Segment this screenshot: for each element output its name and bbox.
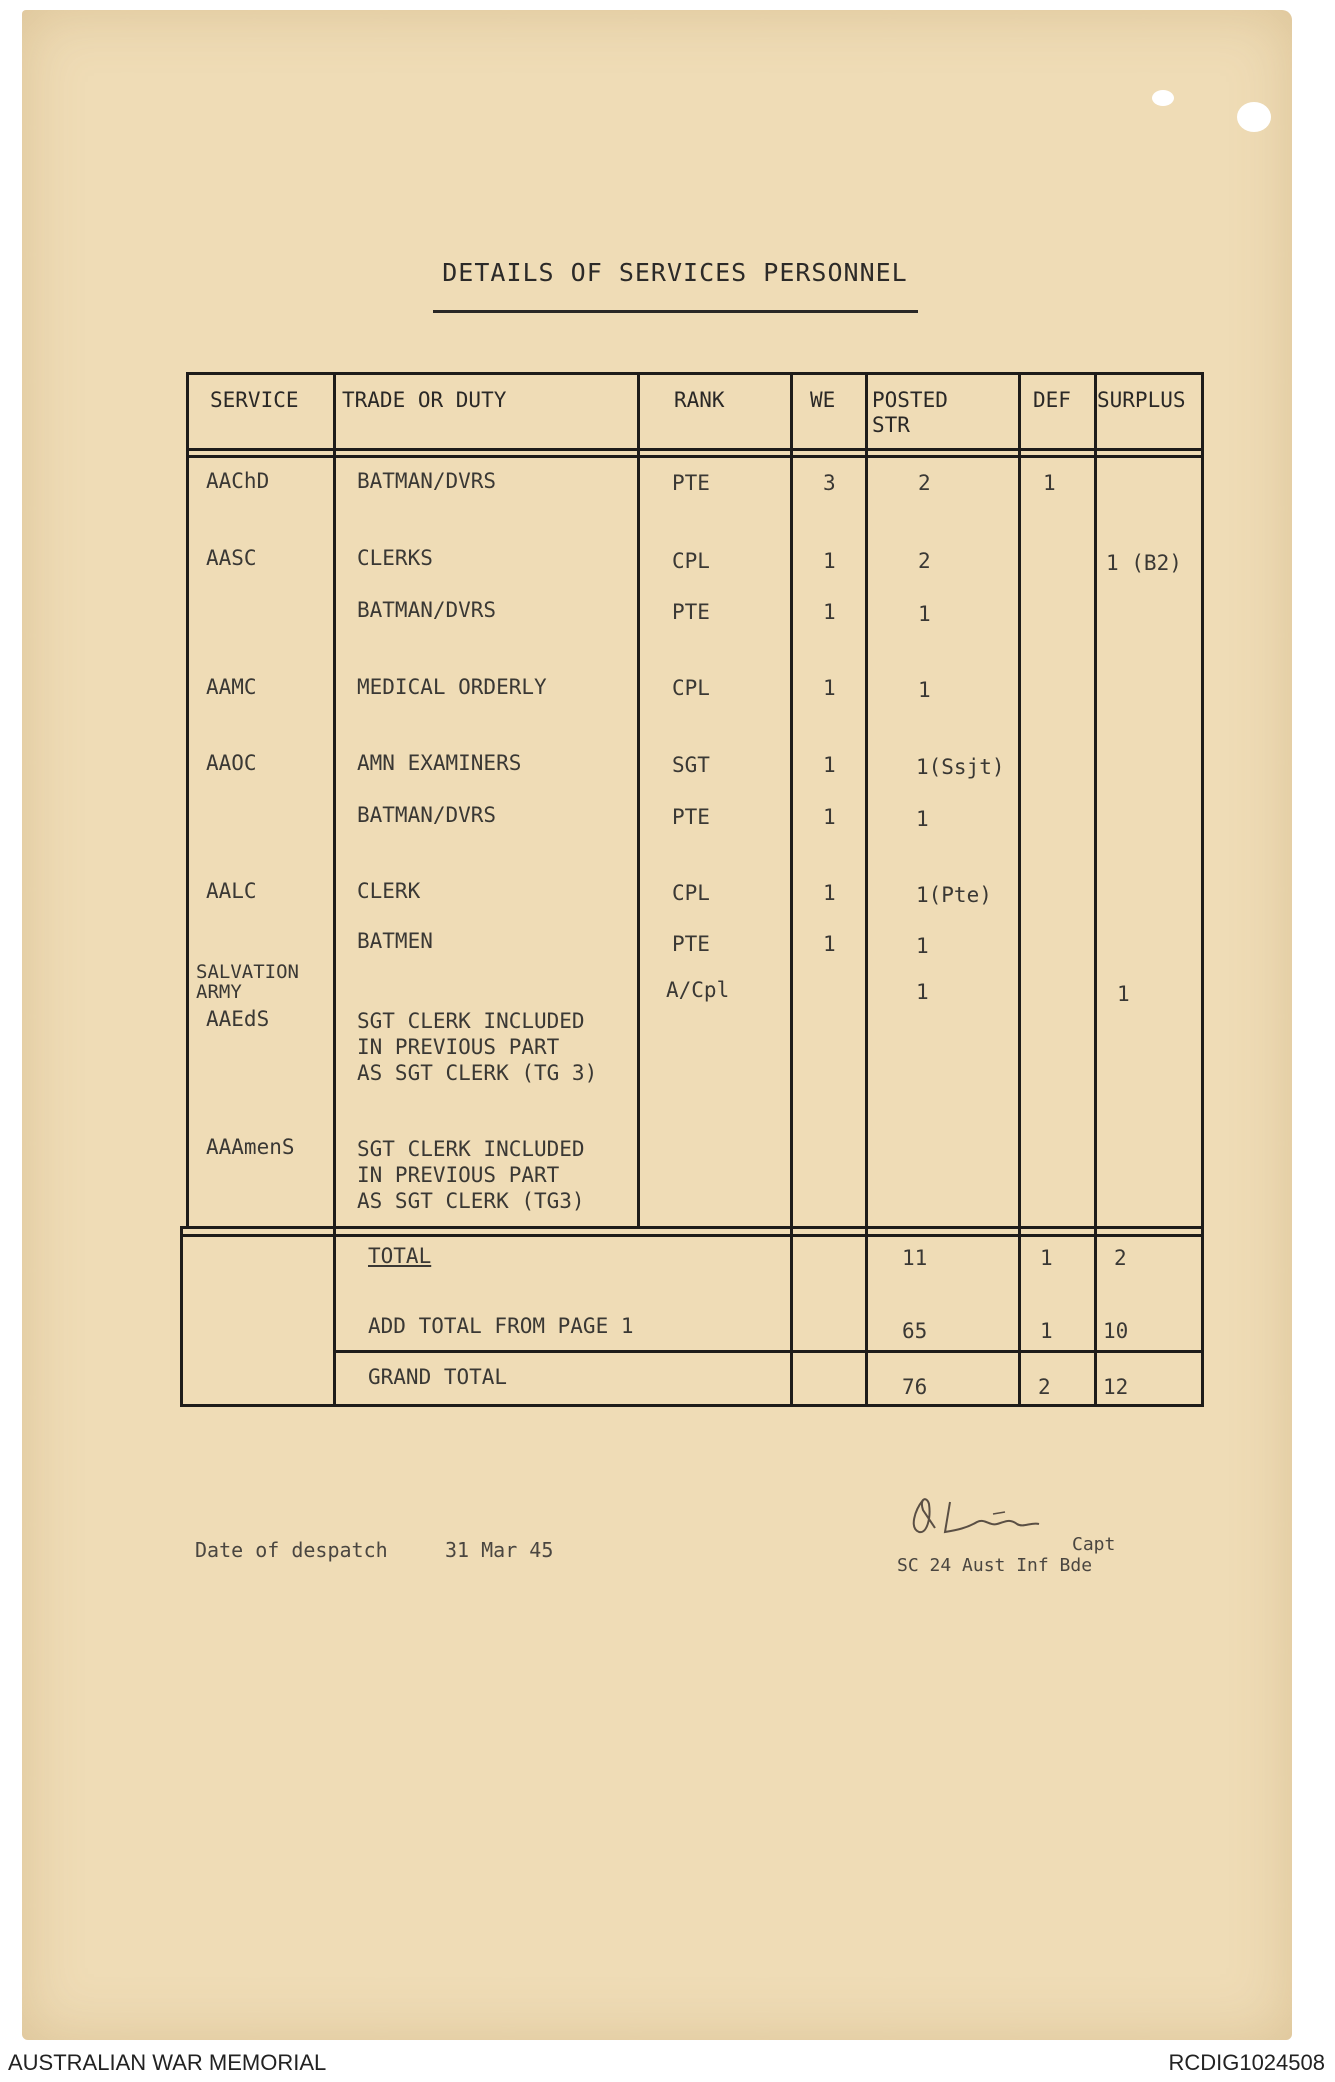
cell-rank: A/Cpl — [666, 978, 730, 1002]
header-rank: RANK — [674, 388, 725, 412]
table-border-left-totals — [180, 1226, 183, 1406]
total-surplus: 2 — [1114, 1246, 1127, 1270]
cell-rank: CPL — [672, 881, 710, 905]
cell-service: AAMC — [206, 675, 257, 699]
cell-service: AALC — [206, 879, 257, 903]
cell-service: SALVATION ARMY — [196, 961, 299, 1003]
cell-service: AAOC — [206, 751, 257, 775]
total-label: GRAND TOTAL — [368, 1365, 508, 1389]
cell-trade: MEDICAL ORDERLY — [357, 675, 547, 699]
column-divider — [790, 372, 793, 1406]
note-line: AS SGT CLERK (TG 3) — [357, 1061, 598, 1085]
cell-we: 1 — [823, 805, 836, 829]
cell-trade: AMN EXAMINERS — [357, 751, 522, 775]
note-line: AS SGT CLERK (TG3) — [357, 1189, 585, 1213]
total-posted: 76 — [902, 1375, 928, 1399]
total-label: TOTAL — [368, 1244, 432, 1268]
cell-we: 1 — [823, 600, 836, 624]
total-label: ADD TOTAL FROM PAGE 1 — [368, 1314, 634, 1338]
despatch-date: 31 Mar 45 — [445, 1538, 554, 1562]
header-trade: TRADE OR DUTY — [342, 388, 507, 412]
cell-posted: 2 — [918, 471, 931, 495]
signature-rank: Capt — [1072, 1534, 1116, 1555]
signature-unit: SC 24 Aust Inf Bde — [897, 1555, 1093, 1576]
cell-rank: CPL — [672, 549, 710, 573]
cell-we: 1 — [823, 549, 836, 573]
total-def: 2 — [1038, 1375, 1051, 1399]
table-border-right — [1201, 372, 1204, 1406]
cell-service: AAChD — [206, 469, 270, 493]
cell-posted: 1 — [916, 934, 929, 958]
note-line: IN PREVIOUS PART — [357, 1163, 560, 1187]
column-divider — [637, 372, 640, 1228]
cell-service: AAAmenS — [206, 1135, 295, 1159]
cell-service: AAEdS — [206, 1007, 270, 1031]
header-posted-str: STR — [872, 413, 910, 437]
cell-rank: PTE — [672, 471, 710, 495]
column-divider — [1018, 372, 1021, 1406]
cell-we: 1 — [823, 753, 836, 777]
cell-we: 1 — [823, 881, 836, 905]
cell-def: 1 — [1043, 471, 1056, 495]
cell-posted: 1 — [918, 678, 931, 702]
cell-rank: PTE — [672, 805, 710, 829]
cell-trade: BATMAN/DVRS — [357, 803, 497, 827]
total-surplus: 12 — [1103, 1375, 1129, 1399]
cell-we: 1 — [823, 676, 836, 700]
cell-surplus: 1 — [1117, 982, 1130, 1006]
cell-posted: 1 — [918, 602, 931, 626]
table-border-left — [186, 372, 189, 1228]
total-posted: 11 — [902, 1246, 928, 1270]
cell-rank: PTE — [672, 932, 710, 956]
handwritten-signature — [905, 1488, 1075, 1548]
cell-trade: CLERKS — [357, 546, 433, 570]
header-divider — [186, 448, 1204, 451]
cell-posted: 1(Pte) — [916, 883, 992, 907]
cell-we: 3 — [823, 471, 836, 495]
cell-posted: 2 — [918, 549, 931, 573]
footer-institution: AUSTRALIAN WAR MEMORIAL — [8, 2050, 327, 2075]
column-divider — [1094, 372, 1097, 1406]
total-def: 1 — [1040, 1246, 1053, 1270]
total-def: 1 — [1040, 1319, 1053, 1343]
footer-record-id: RCDIG1024508 — [1168, 2050, 1325, 2075]
cell-posted: 1(Ssjt) — [916, 755, 1005, 779]
table-border-top — [186, 372, 1204, 375]
cell-rank: CPL — [672, 676, 710, 700]
cell-surplus: 1 (B2) — [1106, 551, 1182, 575]
cell-trade: BATMAN/DVRS — [357, 469, 497, 493]
cell-trade: BATMEN — [357, 929, 433, 953]
note-line: IN PREVIOUS PART — [357, 1035, 560, 1059]
cell-rank: PTE — [672, 600, 710, 624]
title-underline — [433, 310, 918, 313]
cell-posted: 1 — [916, 807, 929, 831]
header-posted: POSTED — [872, 388, 948, 412]
header-divider-2 — [186, 455, 1204, 458]
header-we: WE — [810, 388, 836, 412]
cell-we: 1 — [823, 932, 836, 956]
cell-posted: 1 — [916, 980, 929, 1004]
cell-trade: CLERK — [357, 879, 421, 903]
punch-hole — [1152, 90, 1174, 106]
header-surplus: SURPLUS — [1097, 388, 1186, 412]
column-divider — [865, 372, 868, 1406]
column-divider — [333, 372, 336, 1406]
cell-rank: SGT — [672, 753, 710, 777]
header-service: SERVICE — [210, 388, 299, 412]
note-line: SGT CLERK INCLUDED — [357, 1137, 585, 1161]
punch-hole — [1237, 102, 1271, 132]
cell-trade: BATMAN/DVRS — [357, 598, 497, 622]
total-posted: 65 — [902, 1319, 928, 1343]
note-line: SGT CLERK INCLUDED — [357, 1009, 585, 1033]
document-title: DETAILS OF SERVICES PERSONNEL — [442, 258, 908, 287]
cell-service: AASC — [206, 546, 257, 570]
header-def: DEF — [1033, 388, 1071, 412]
grand-total-divider — [333, 1350, 1204, 1353]
despatch-label: Date of despatch — [195, 1538, 388, 1562]
total-surplus: 10 — [1103, 1319, 1129, 1343]
